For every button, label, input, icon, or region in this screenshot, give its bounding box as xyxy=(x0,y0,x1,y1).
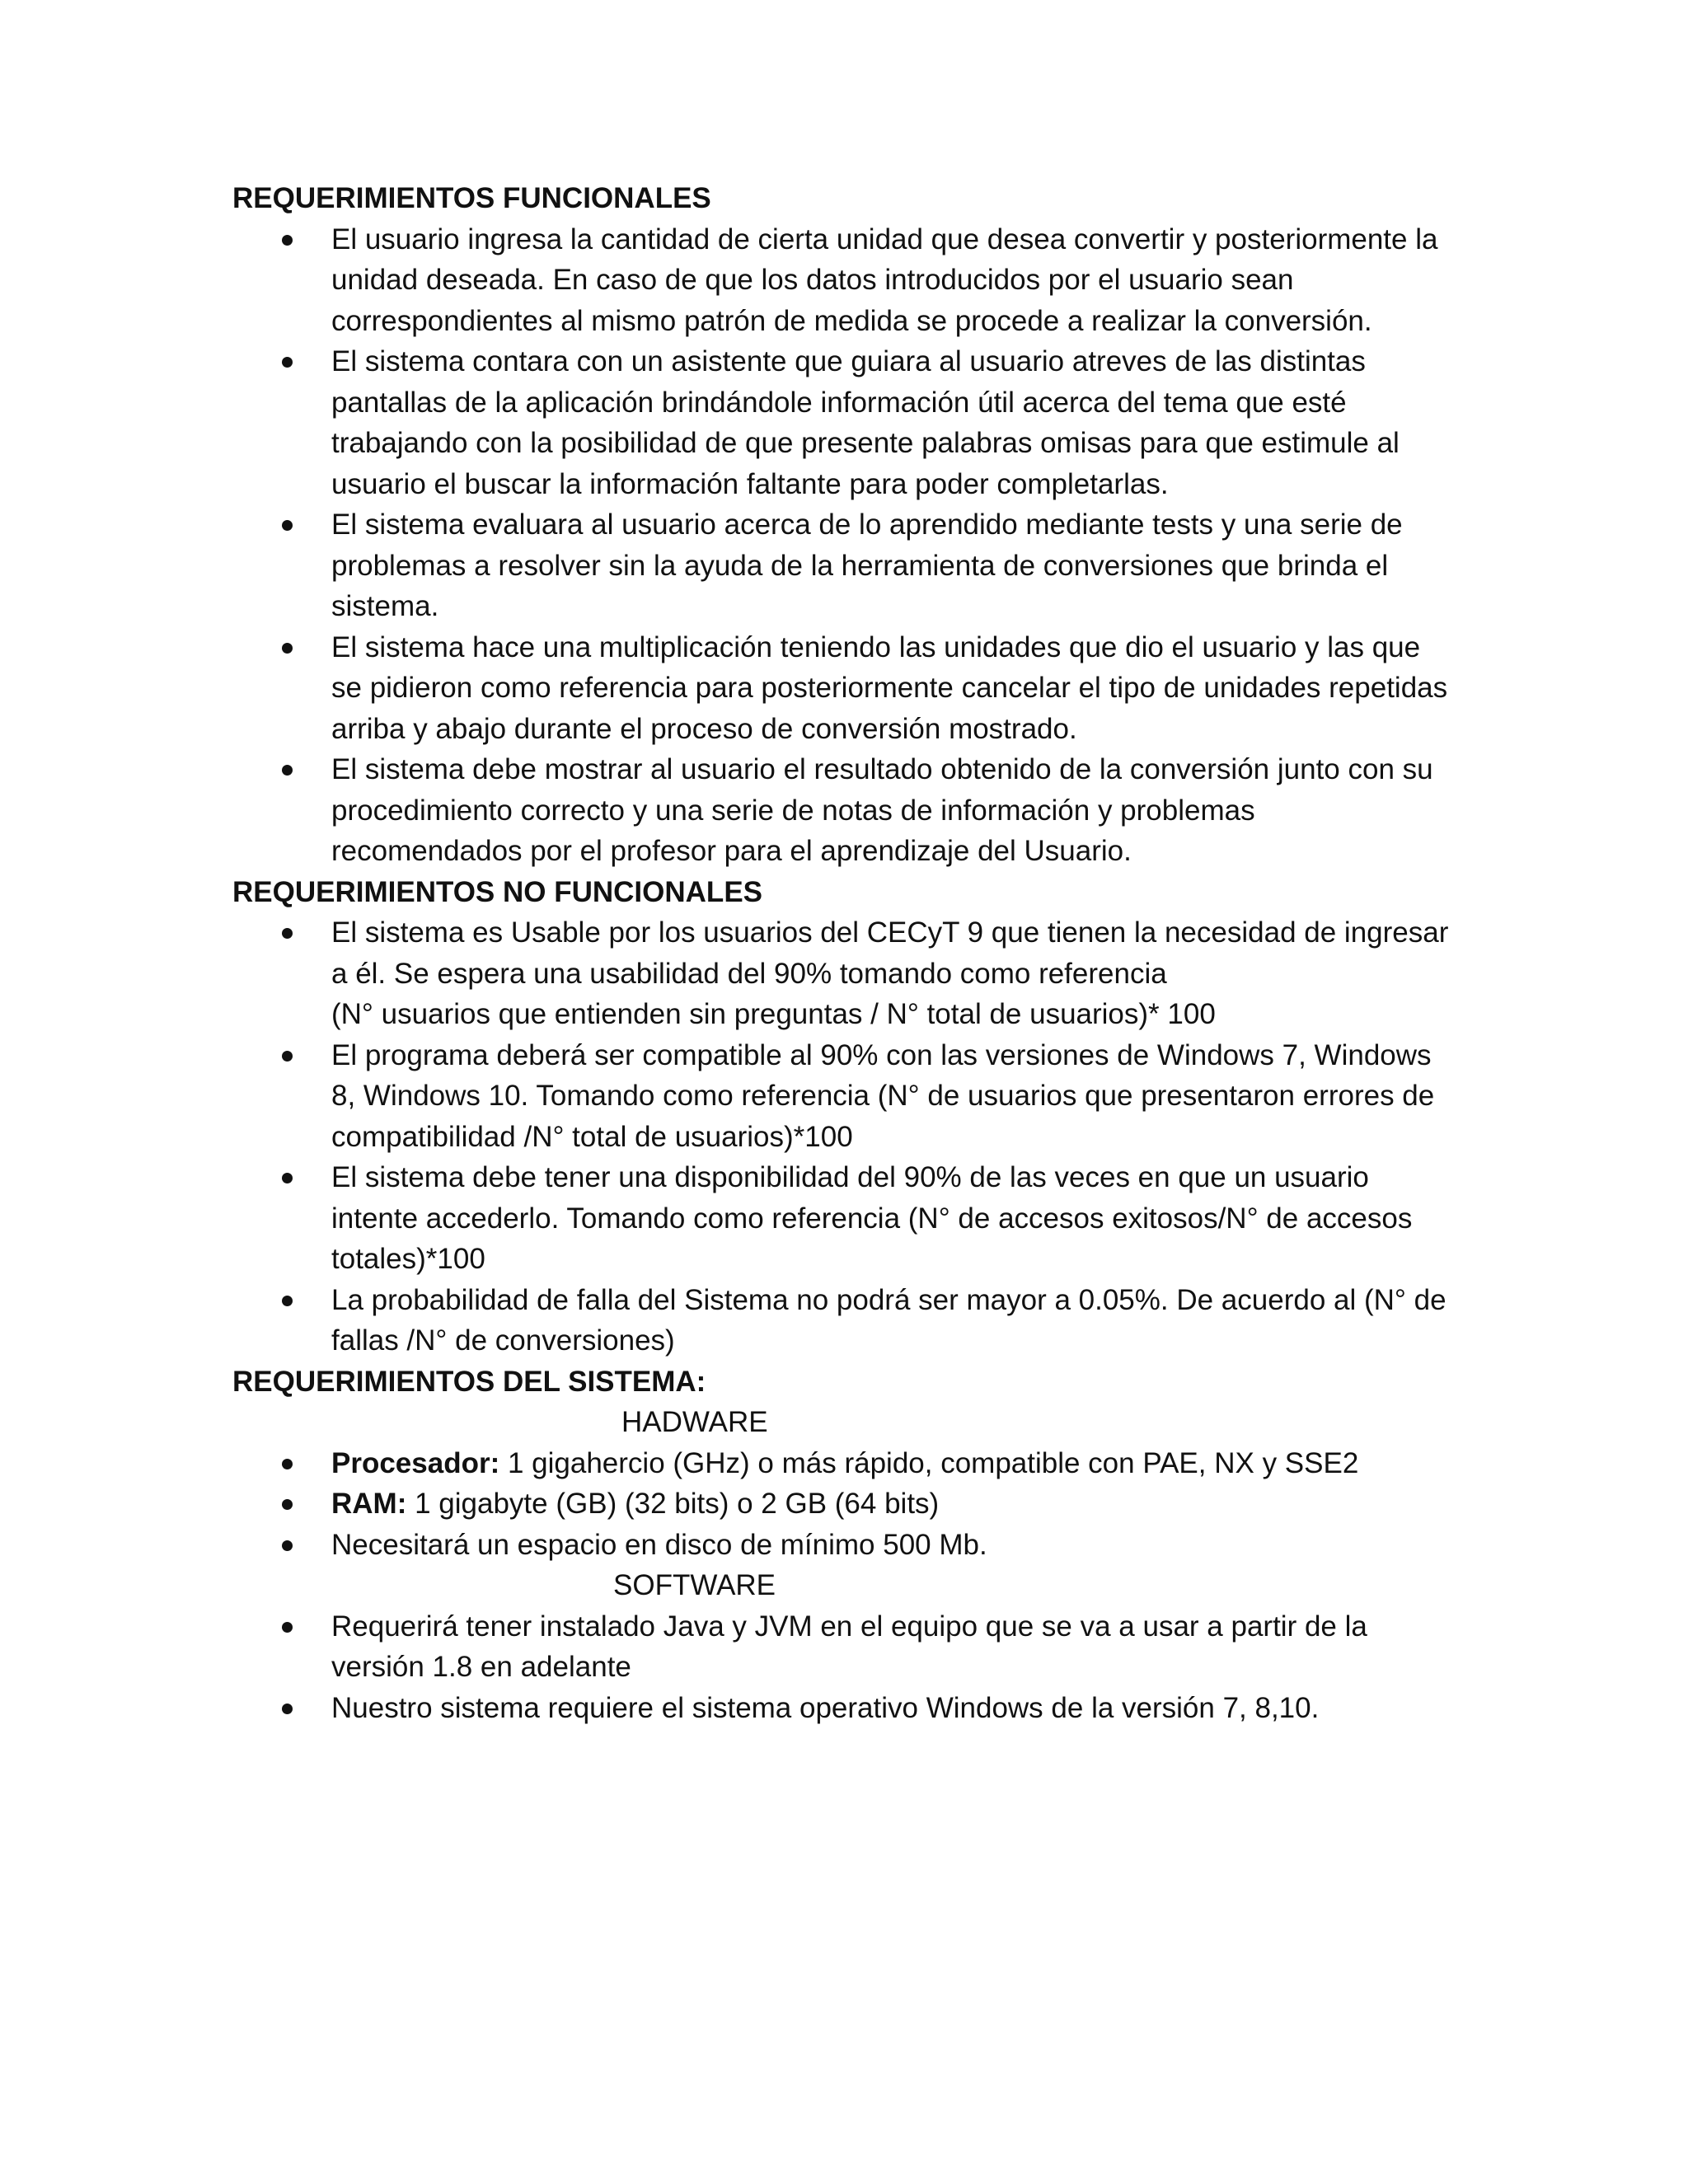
bullet-icon xyxy=(282,1622,293,1633)
list-item xyxy=(232,1157,1452,1280)
list-item xyxy=(232,1483,1452,1525)
list-item-label: RAM: xyxy=(331,1488,407,1520)
bullet-icon xyxy=(282,1173,293,1183)
list-item xyxy=(232,1443,1452,1484)
list-item-text: El sistema evaluara al usuario acerca de lo aprendido mediante tests y una serie de problemas a resolver sin la ayuda de la herramienta de conversiones que brinda el sistema. xyxy=(331,509,1403,622)
list-item xyxy=(232,1606,1452,1688)
bullet-icon xyxy=(282,765,293,776)
bullet-icon xyxy=(282,1704,293,1714)
list-item xyxy=(232,749,1452,872)
bullet-icon xyxy=(282,928,293,939)
list-item-text: 1 gigabyte (GB) (32 bits) o 2 GB (64 bits) xyxy=(406,1488,940,1520)
list-item xyxy=(232,1035,1452,1158)
bullet-icon xyxy=(282,1499,293,1510)
list-item-text: El sistema debe mostrar al usuario el resultado obtenido de la conversión junto con su procedimiento correcto y una serie de notas de información y problemas recomendados por el profesor para el aprendizaje del Usuario. xyxy=(331,753,1433,867)
list-item-text: El sistema es Usable por los usuarios del CECyT 9 que tienen la necesidad de ingresar a él. Se espera una usabilidad del 90% tomando como referencia xyxy=(331,916,1449,990)
bullet-icon xyxy=(282,520,293,531)
bullet-icon xyxy=(282,643,293,654)
heading-funcionales: REQUERIMIENTOS FUNCIONALES xyxy=(232,182,711,214)
list-item xyxy=(232,219,1452,342)
list-hardware xyxy=(232,1443,1452,1566)
list-item xyxy=(232,1280,1452,1361)
list-item-text: Necesitará un espacio en disco de mínimo 500 Mb. xyxy=(331,1528,987,1561)
bullet-icon xyxy=(282,357,293,368)
bullet-icon xyxy=(282,1540,293,1551)
subheading-hardware: HADWARE xyxy=(621,1406,768,1438)
list-item-formula: (N° usuarios que entienden sin preguntas / N° total de usuarios)* 100 xyxy=(331,998,1216,1030)
list-funcionales xyxy=(232,219,1452,872)
list-item xyxy=(232,627,1452,750)
list-item xyxy=(232,1688,1452,1729)
bullet-icon xyxy=(282,1296,293,1306)
list-item xyxy=(232,504,1452,627)
list-item-text: La probabilidad de falla del Sistema no podrá ser mayor a 0.05%. De acuerdo al (N° de fallas /N° de conversiones) xyxy=(331,1283,1447,1357)
list-no-funcionales xyxy=(232,912,1452,1361)
heading-sistema: REQUERIMIENTOS DEL SISTEMA: xyxy=(232,1365,706,1398)
list-item-text: El usuario ingresa la cantidad de cierta unidad que desea convertir y posteriormente la unidad deseada. En caso de que los datos introducidos por el usuario sean correspondientes al mismo patrón de medida se procede a realizar la conversión. xyxy=(331,223,1438,337)
bullet-icon xyxy=(282,1459,293,1469)
list-item-text: El sistema contara con un asistente que guiara al usuario atreves de las distintas pantallas de la aplicación brindándole información útil acerca del tema que esté trabajando con la posibilidad de que presente palabras omisas para que estimule al usuario el buscar la información faltante para poder completarlas. xyxy=(331,345,1400,500)
list-item-text: El sistema debe tener una disponibilidad del 90% de las veces en que un usuario intente accederlo. Tomando como referencia (N° de accesos exitosos/N° de accesos totales)*100 xyxy=(331,1161,1413,1275)
bullet-icon xyxy=(282,1051,293,1062)
list-item xyxy=(232,1525,1452,1566)
document-content xyxy=(232,178,1452,1728)
list-item-text: 1 gigahercio (GHz) o más rápido, compatible con PAE, NX y SSE2 xyxy=(499,1446,1359,1479)
list-item-text: Requerirá tener instalado Java y JVM en el equipo que se va a usar a partir de la versión 1.8 en adelante xyxy=(331,1610,1367,1683)
list-item-text: El programa deberá ser compatible al 90% con las versiones de Windows 7, Windows 8, Windows 10. Tomando como referencia (N° de usuarios que presentaron errores de compatibilidad /N° total de usuarios)*100 xyxy=(331,1038,1435,1153)
list-item xyxy=(232,912,1452,1035)
list-item-text: El sistema hace una multiplicación teniendo las unidades que dio el usuario y las que se pidieron como referencia para posteriormente cancelar el tipo de unidades repetidas arriba y abajo durante el proceso de conversión mostrado. xyxy=(331,630,1448,745)
subheading-software: SOFTWARE xyxy=(613,1569,776,1601)
list-software xyxy=(232,1606,1452,1729)
bullet-icon xyxy=(282,235,293,246)
heading-no-funcionales: REQUERIMIENTOS NO FUNCIONALES xyxy=(232,875,763,908)
list-item-text: Nuestro sistema requiere el sistema operativo Windows de la versión 7, 8,10. xyxy=(331,1691,1320,1724)
list-item xyxy=(232,341,1452,504)
list-item-label: Procesador: xyxy=(331,1446,500,1479)
